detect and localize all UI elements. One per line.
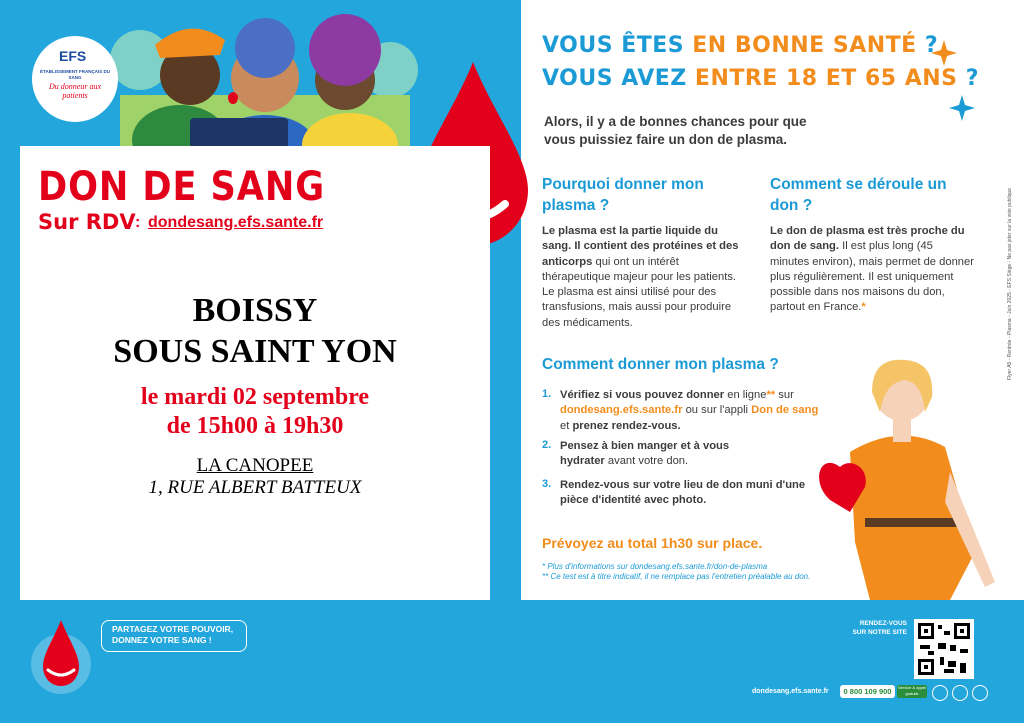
efs-logo bbox=[32, 36, 118, 122]
sur-rdv-colon: : bbox=[135, 214, 141, 231]
question-health bbox=[542, 33, 938, 58]
paragraph-why-plasma bbox=[542, 224, 747, 331]
heading-how-donation: Comment se déroule un don ? bbox=[770, 176, 947, 214]
event-date: le mardi 02 septembre bbox=[140, 384, 370, 410]
efs-logo-tagline: Du donneur aux patients bbox=[49, 82, 101, 100]
footer-website[interactable]: dondesang.efs.sante.fr bbox=[752, 688, 829, 695]
heading-steps: Comment donner mon plasma ? bbox=[542, 356, 779, 373]
step1-text4: et bbox=[560, 419, 573, 432]
why-plasma-bold: Le plasma est la partie liquide du sang. Il contient des protéines et des anticorps bbox=[542, 225, 739, 268]
step1-text3: ou sur l'appli bbox=[682, 404, 752, 417]
page-title: DON DE SANG bbox=[38, 164, 326, 210]
step2-text2: avant votre don. bbox=[604, 455, 689, 468]
partner-logo-icon bbox=[932, 685, 948, 701]
step2-bold: hydrater bbox=[560, 455, 605, 468]
step1-star: ** bbox=[766, 389, 776, 401]
step1-site-link[interactable]: dondesang.efs.sante.fr bbox=[560, 404, 683, 417]
venue-name: LA CANOPEE bbox=[196, 455, 314, 476]
qr-caption-line1: RENDEZ-VOUS bbox=[859, 620, 907, 627]
question-age-highlight: ENTRE 18 ET 65 ANS bbox=[694, 66, 958, 91]
step1-text1: en ligne bbox=[724, 389, 767, 401]
why-plasma-text: qui ont un intérêt thérapeutique majeur pour les patients. Le plasma est ainsi utilisé pour des transfusions, mais aussi pour produire des médicaments. bbox=[542, 255, 737, 329]
question-health-mark: ? bbox=[916, 33, 939, 58]
sparkle-icons bbox=[930, 40, 980, 125]
footnote-1: * Plus d'informations sur dondesang.efs.sante.fr/don-de-plasma bbox=[542, 562, 768, 571]
partner-logo-icon bbox=[952, 685, 968, 701]
share-line-1: PARTAGEZ VOTRE POUVOIR, bbox=[112, 624, 234, 634]
legal-mention: Flyer A5 - Rentrée - Plasma - Juin 2025 - EFS Siège - Ne pas jeter sur la voie publique bbox=[1007, 187, 1013, 380]
city-name-line1: BOISSY bbox=[192, 292, 318, 329]
step-number-1: 1. bbox=[542, 388, 552, 400]
share-line-2: DONNEZ VOTRE SANG ! bbox=[112, 635, 212, 645]
question-age-a: VOUS AVEZ bbox=[542, 66, 695, 91]
how-donation-star: * bbox=[861, 301, 866, 314]
bottom-band-background bbox=[0, 600, 1024, 723]
step-3: Rendez-vous sur votre lieu de don muni d'une pièce d'identité avec photo. bbox=[560, 479, 806, 507]
step2-text1: Pensez à bien manger et à vous bbox=[560, 440, 730, 452]
step-number-2: 2. bbox=[542, 439, 552, 451]
booking-link[interactable]: dondesang.efs.sante.fr bbox=[148, 214, 324, 231]
accessibility-icon bbox=[972, 685, 988, 701]
question-age-mark: ? bbox=[957, 66, 979, 91]
step-2 bbox=[560, 439, 770, 470]
how-donation-text: Il est plus long (45 minutes environ), mais permet de donner plus régulièrement. Il est uniquement possible dans nos maisons du don, partout en France. bbox=[770, 240, 974, 314]
sur-rdv-label: Sur RDV bbox=[38, 210, 136, 234]
question-age bbox=[542, 66, 979, 91]
event-hours: de 15h00 à 19h30 bbox=[166, 413, 344, 439]
question-health-highlight: EN BONNE SANTÉ bbox=[692, 33, 917, 58]
step1-app-name: Don de sang bbox=[751, 404, 819, 417]
qr-code-icon[interactable] bbox=[914, 619, 974, 679]
step1-bold2: prenez rendez-vous. bbox=[572, 419, 681, 432]
efs-logo-mark: EFS bbox=[59, 48, 87, 64]
woman-heart-illustration bbox=[810, 352, 1005, 600]
qr-caption-line2: SUR NOTRE SITE bbox=[852, 629, 907, 636]
question-health-a: VOUS ÊTES bbox=[542, 33, 693, 58]
phone-tag: Service & appel gratuits bbox=[897, 685, 926, 696]
phone-number: 0 800 109 900 bbox=[840, 685, 895, 698]
people-illustration bbox=[100, 0, 420, 148]
total-time-note: Prévoyez au total 1h30 sur place. bbox=[542, 535, 763, 551]
how-donation-bold: Le don de plasma est très proche du don de sang. bbox=[770, 225, 965, 253]
step-number-3: 3. bbox=[542, 478, 552, 490]
footnote-2: ** Ce test est à titre indicatif, il ne remplace pas l'entretien préalable au don. bbox=[542, 572, 811, 581]
step1-text2: sur bbox=[775, 389, 794, 401]
step-1 bbox=[560, 388, 820, 434]
city-name-line2: SOUS SAINT YON bbox=[113, 333, 397, 370]
step1-bold1: Vérifiez si vous pouvez donner bbox=[560, 389, 725, 401]
venue-address: 1, RUE ALBERT BATTEUX bbox=[148, 477, 362, 498]
heading-why-plasma: Pourquoi donner mon plasma ? bbox=[542, 176, 704, 214]
efs-logo-org: ÉTABLISSEMENT FRANÇAIS DU SANG bbox=[40, 69, 110, 80]
intro-text: Alors, il y a de bonnes chances pour que vous puissiez faire un don de plasma. bbox=[544, 114, 807, 147]
small-blood-drop-icon bbox=[28, 612, 94, 694]
paragraph-how-donation bbox=[770, 224, 975, 316]
